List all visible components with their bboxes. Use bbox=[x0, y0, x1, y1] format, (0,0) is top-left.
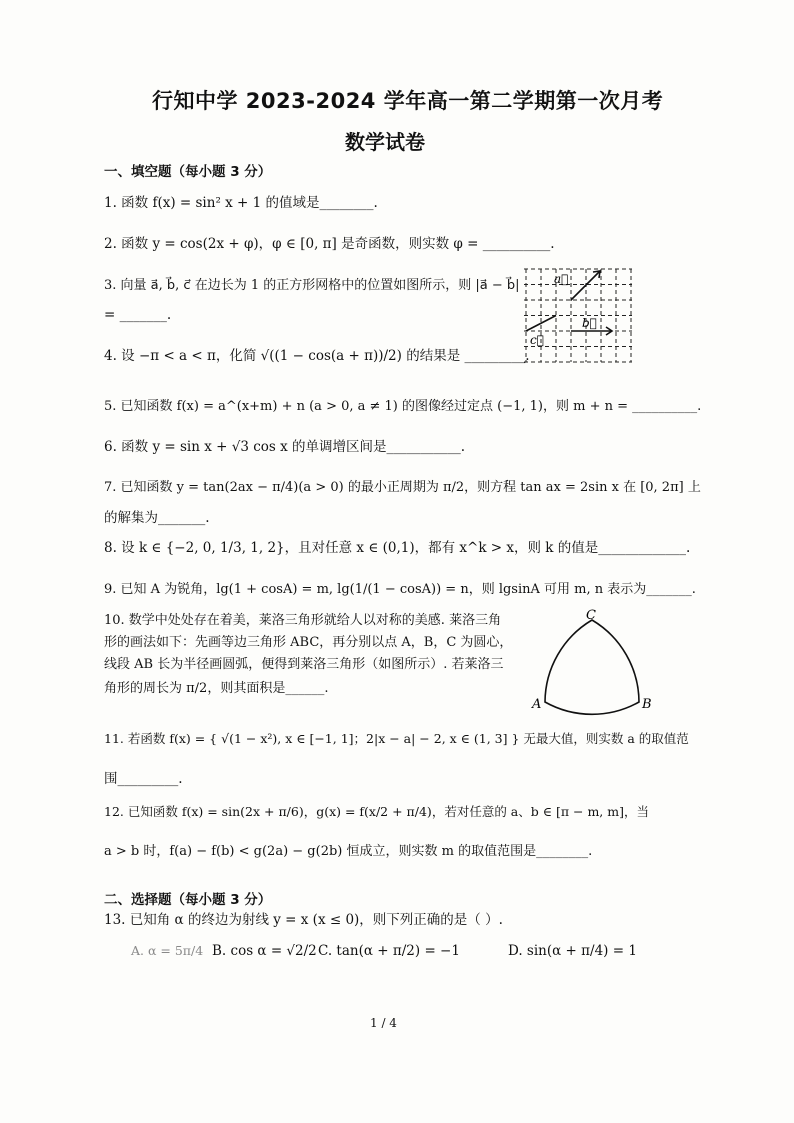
question-12-line-1: 12. 已知函数 f(x) = sin(2x + π/6)，g(x) = f(x/2 + π/4)，若对任意的 a、b ∈ [π − m, m]，当 bbox=[104, 804, 649, 819]
question-11-line-2: 围_________. bbox=[104, 771, 183, 787]
question-10-line-1: 10. 数学中处处存在着美，莱洛三角形就给人以对称的美感. 莱洛三角 bbox=[104, 613, 502, 628]
question-4: 4. 设 −π < a < π，化简 √((1 − cos(a + π))/2) 的结果是 _________. bbox=[104, 348, 530, 364]
question-5: 5. 已知函数 f(x) = a^(x+m) + n (a > 0, a ≠ 1) 的图像经过定点 (−1, 1)，则 m + n = __________. bbox=[104, 399, 702, 414]
question-12-line-2: a > b 时，f(a) − f(b) < g(2a) − g(2b) 恒成立，则实数 m 的取值范围是________. bbox=[104, 844, 593, 859]
exam-title: 行知中学 2023-2024 学年高一第二学期第一次月考 bbox=[152, 89, 664, 113]
reuleaux-triangle-figure bbox=[530, 608, 660, 718]
question-13: 13. 已知角 α 的终边为射线 y = x (x ≤ 0)，则下列正确的是（ ）. bbox=[104, 912, 503, 928]
question-8: 8. 设 k ∈ {−2, 0, 1/3, 1, 2}，且对任意 x ∈ (0,1)，都有 x^k > x，则 k 的值是_____________. bbox=[104, 540, 691, 556]
question-3-line-1: 3. 向量 a⃗, b⃗, c⃗ 在边长为 1 的正方形网格中的位置如图所示，则 |a⃗ − b⃗| bbox=[104, 278, 520, 293]
vector-c-label: c⃗ bbox=[530, 333, 544, 347]
question-1: 1. 函数 f(x) = sin² x + 1 的值域是________. bbox=[104, 195, 378, 211]
option-c: C. tan(α + π/2) = −1 bbox=[318, 943, 460, 959]
question-10-line-2: 形的画法如下：先画等边三角形 ABC，再分别以点 A，B，C 为圆心， bbox=[104, 635, 513, 650]
question-10-line-4: 角形的周长为 π/2，则其面积是______. bbox=[104, 681, 329, 696]
exam-subtitle: 数学试卷 bbox=[345, 130, 425, 154]
question-6: 6. 函数 y = sin x + √3 cos x 的单调增区间是___________. bbox=[104, 439, 466, 455]
vertex-c-label: C bbox=[586, 608, 596, 623]
section-fill-in-header: 一、填空题（每小题 3 分） bbox=[104, 164, 272, 180]
question-11-line-1: 11. 若函数 f(x) = { √(1 − x²), x ∈ [−1, 1]；2|x − a| − 2, x ∈ (1, 3] } 无最大值，则实数 a 的取值范 bbox=[104, 731, 689, 746]
question-3-line-2: = _______. bbox=[104, 307, 172, 323]
section-choice-header: 二、选择题（每小题 3 分） bbox=[104, 892, 272, 908]
option-d: D. sin(α + π/4) = 1 bbox=[508, 943, 637, 959]
option-b: B. cos α = √2/2 bbox=[212, 943, 317, 959]
question-7-line-2: 的解集为_______. bbox=[104, 510, 210, 526]
question-10-line-3: 线段 AB 长为半径画圆弧，便得到莱洛三角形（如图所示）. 若莱洛三 bbox=[104, 657, 504, 672]
vertex-a-label: A bbox=[532, 697, 542, 712]
vector-a-label: a⃗ bbox=[554, 272, 569, 286]
vector-grid-figure bbox=[524, 267, 634, 363]
question-7-line-1: 7. 已知函数 y = tan(2ax − π/4)(a > 0) 的最小正周期为 π/2，则方程 tan ax = 2sin x 在 [0, 2π] 上 bbox=[104, 480, 701, 495]
vector-b-label: b⃗ bbox=[582, 316, 597, 330]
question-2: 2. 函数 y = cos(2x + φ)，φ ∈ [0, π] 是奇函数，则实数 φ = __________. bbox=[104, 236, 555, 252]
vertex-b-label: B bbox=[642, 697, 652, 712]
page-number: 1 / 4 bbox=[370, 1016, 397, 1030]
option-a: A. α = 5π/4 bbox=[131, 943, 204, 958]
question-9: 9. 已知 A 为锐角，lg(1 + cosA) = m, lg(1/(1 − cosA)) = n，则 lgsinA 可用 m, n 表示为_______. bbox=[104, 582, 696, 597]
